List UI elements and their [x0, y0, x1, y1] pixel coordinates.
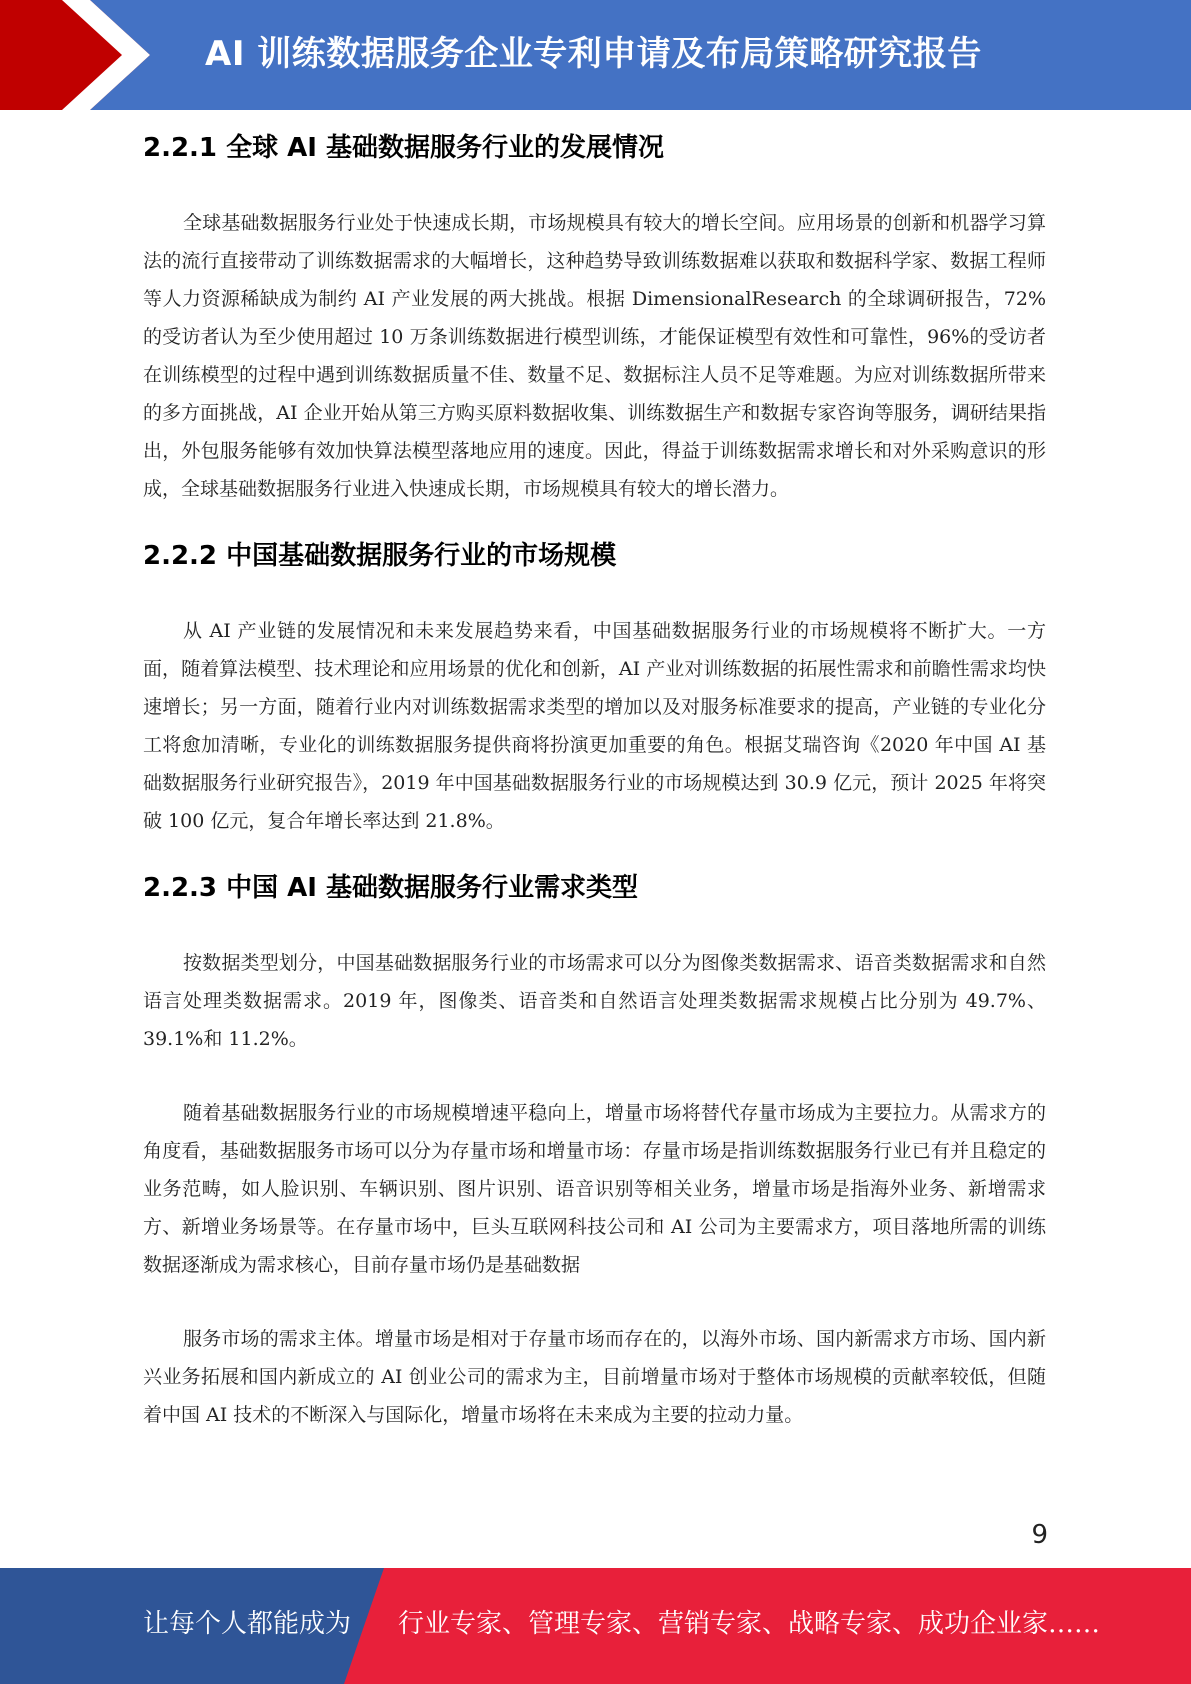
paragraph: 随着基础数据服务行业的市场规模增速平稳向上，增量市场将替代存量市场成为主要拉力。从需求方的角度看，基础数据服务市场可以分为存量市场和增量市场：存量市场是指训练数据服务行业已有并且稳定的业务范畴，如人脸识别、车辆识别、图片识别、语音识别等相关业务，增量市场是指海外业务、新增需求方、新增业务场景等。在存量市场中，巨头互联网科技公司和 AI 公司为主要需求方，项目落地所需的训练数据逐渐成为需求核心，目前存量市场仍是基础数据: [143, 1102, 1046, 1276]
footer-slogan-right: 行业专家、管理专家、营销专家、战略专家、成功企业家……: [398, 1609, 1101, 1639]
footer-slogan-left: 让每个人都能成为: [143, 1609, 352, 1639]
paragraph: 全球基础数据服务行业处于快速成长期，市场规模具有较大的增长空间。应用场景的创新和机器学习算法的流行直接带动了训练数据需求的大幅增长，这种趋势导致训练数据难以获取和数据科学家、数据工程师等人力资源稀缺成为制约 AI 产业发展的两大挑战。根据 DimensionalResearch 的全球调研报告，72%的受访者认为至少使用超过 10 万条训练数据进行模型训练，才能保证模型有效性和可靠性，96%的受访者在训练模型的过程中遇到训练数据质量不佳、数量不足、数据标注人员不足等难题。为应对训练数据所带来的多方面挑战，AI 企业开始从第三方购买原料数据收集、训练数据生产和数据专家咨询等服务，调研结果指出，外包服务能够有效加快算法模型落地应用的速度。因此，得益于训练数据需求增长和对外采购意识的形成，全球基础数据服务行业进入快速成长期，市场规模具有较大的增长潜力。: [143, 212, 1046, 500]
report-title: AI 训练数据服务企业专利申请及布局策略研究报告: [205, 34, 982, 74]
section-heading-2-2-1: 2.2.1 全球 AI 基础数据服务行业的发展情况: [143, 133, 664, 163]
header-banner: [0, 0, 1191, 110]
paragraph: 从 AI 产业链的发展情况和未来发展趋势来看，中国基础数据服务行业的市场规模将不断扩大。一方面，随着算法模型、技术理论和应用场景的优化和创新，AI 产业对训练数据的拓展性需求和前瞻性需求均快速增长；另一方面，随着行业内对训练数据需求类型的增加以及对服务标准要求的提高，产业链的专业化分工将愈加清晰，专业化的训练数据服务提供商将扮演更加重要的角色。根据艾瑞咨询《2020 年中国 AI 基础数据服务行业研究报告》，2019 年中国基础数据服务行业的市场规模达到 30.9 亿元，预计 2025 年将突破 100 亿元，复合年增长率达到 21.8%。: [143, 620, 1046, 832]
paragraph: 服务市场的需求主体。增量市场是相对于存量市场而存在的，以海外市场、国内新需求方市场、国内新兴业务拓展和国内新成立的 AI 创业公司的需求为主，目前增量市场对于整体市场规模的贡献率较低，但随着中国 AI 技术的不断深入与国际化，增量市场将在未来成为主要的拉动力量。: [143, 1328, 1046, 1426]
paragraph: 按数据类型划分，中国基础数据服务行业的市场需求可以分为图像类数据需求、语音类数据需求和自然语言处理类数据需求。2019 年，图像类、语音类和自然语言处理类数据需求规模占比分别为 49.7%、39.1%和 11.2%。: [143, 952, 1046, 1050]
page-number: 9: [1031, 1520, 1048, 1550]
section-heading-2-2-3: 2.2.3 中国 AI 基础数据服务行业需求类型: [143, 873, 638, 903]
section-heading-2-2-2: 2.2.2 中国基础数据服务行业的市场规模: [143, 541, 617, 571]
footer-banner: [0, 1568, 1191, 1684]
page-content: [143, 128, 1046, 1434]
